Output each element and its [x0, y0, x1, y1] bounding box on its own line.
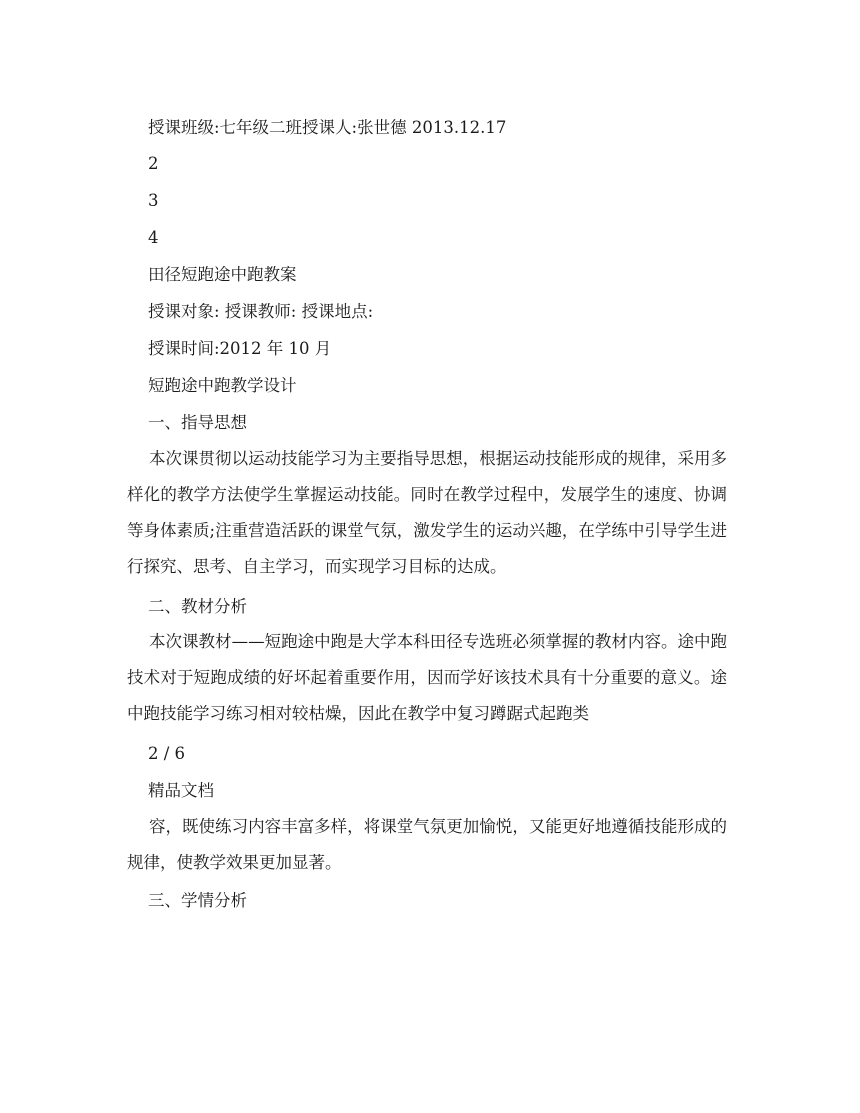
- document-title: 田径短跑途中跑教案: [148, 265, 297, 284]
- section-2-heading: 二、教材分析: [148, 597, 247, 616]
- page-number-3: 3: [148, 191, 159, 210]
- section-2-body: 本次课教材——短跑途中跑是大学本科田径专选班必须掌握的教材内容。途中跑技术对于短跑成绩的好坏起着重要作用，因而学好该技术具有十分重要的意义。途中跑技能学习练习相对较枯燥，因此在教学中复习蹲踞式起跑类: [127, 632, 727, 723]
- section-1-body: 本次课贯彻以运动技能学习为主要指导思想，根据运动技能形成的规律，采用多样化的教学方法使学生掌握运动技能。同时在教学过程中，发展学生的速度、协调等身体素质;注重营造活跃的课堂气氛，激发学生的运动兴趣，在学练中引导学生进行探究、思考、自主学习，而实现学习目标的达成。: [127, 449, 727, 576]
- target-teacher-place: 授课对象: 授课教师: 授课地点:: [148, 302, 374, 321]
- page-indicator: 2 / 6: [148, 744, 186, 763]
- continuation-paragraph: 容，既使练习内容丰富多样，将课堂气氛更加愉悦，又能更好地遵循技能形成的规律，使教学效果更加显著。: [127, 817, 727, 872]
- class-info-line: 授课班级:七年级二班授课人:张世德 2013.12.17: [148, 118, 507, 137]
- watermark-text: 精品文档: [148, 781, 214, 800]
- page-number-2: 2: [148, 154, 159, 173]
- page-number-4: 4: [148, 228, 159, 247]
- section-1-heading: 一、指导思想: [148, 413, 247, 432]
- section-3-heading: 三、学情分析: [148, 891, 247, 910]
- design-title: 短跑途中跑教学设计: [148, 376, 297, 395]
- lesson-time: 授课时间:2012 年 10 月: [148, 339, 332, 358]
